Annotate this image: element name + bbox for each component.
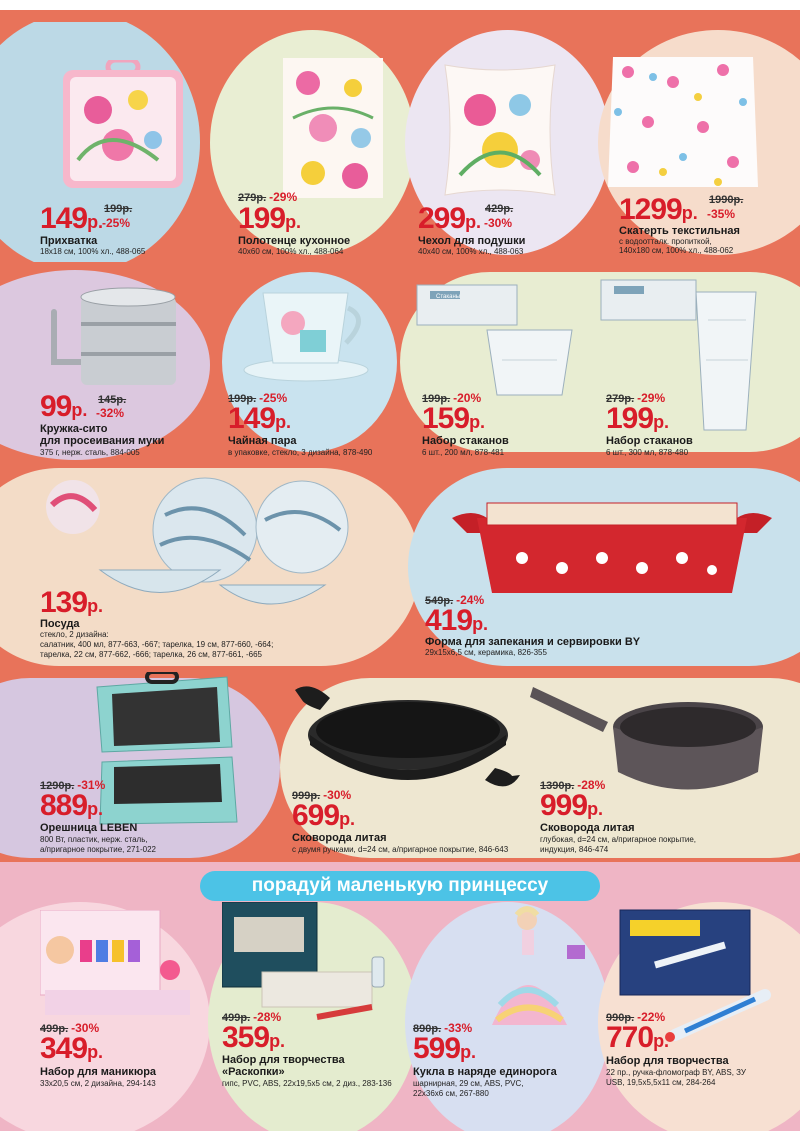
product-desc: 800 Вт, пластик, нерж. сталь,	[40, 835, 148, 844]
product-name: Набор для маникюра	[40, 1066, 157, 1078]
glasses-box-label: Стаканы	[436, 294, 461, 300]
manicure-set-image	[40, 910, 190, 1020]
product-name-line2: «Раскопки»	[222, 1066, 285, 1078]
product-name: Кружка-сито	[40, 423, 108, 435]
old-price: 999р. -30%	[292, 788, 352, 802]
product-desc: тарелка, 22 см, 877-662, -666; тарелка, 26 см, 877-661, -665	[40, 650, 262, 659]
product-desc: 18x18 см, 100% хл., 488-065	[40, 247, 146, 256]
product-name: Набор стаканов	[606, 435, 693, 447]
product-desc: шарнирная, 29 см, ABS, PVC,	[413, 1079, 524, 1088]
price: 199р.	[606, 402, 670, 435]
tea-cup-saucer-image	[238, 278, 373, 383]
product-name: Полотенце кухонное	[238, 235, 351, 247]
old-price: 1290р. -31%	[40, 778, 106, 792]
price: 770р.	[606, 1021, 670, 1054]
product-name: Набор стаканов	[422, 435, 509, 447]
product-desc: 40x60 см, 100% хл., 488-064	[238, 247, 344, 256]
product-desc: стекло, 2 дизайна:	[40, 630, 109, 639]
price: 149р.	[40, 202, 104, 235]
product-desc: салатник, 400 мл, 877-663, -667; тарелка, 19 см, 877-660, -664;	[40, 640, 274, 649]
product-desc: в упаковке, стекло, 3 дизайна, 878-490	[228, 448, 373, 457]
product-name: Сковорода литая	[292, 832, 387, 844]
price: 159р.	[422, 402, 486, 435]
price: 359р.	[222, 1021, 286, 1054]
product-desc: 29x15x6,5 см, керамика, 826-355	[425, 648, 547, 657]
product-name-line2: для просеивания муки	[40, 435, 165, 447]
old-price: 279р. -29%	[606, 391, 666, 405]
price: 149р.	[228, 402, 292, 435]
product-name: Форма для запекания и сервировки BY	[425, 636, 641, 648]
discount-badge: -30%	[484, 216, 513, 230]
unicorn-doll-image	[482, 905, 592, 1030]
product-desc: гипс, PVC, ABS, 22x19,5x5 см, 2 диз., 283-136	[222, 1079, 392, 1088]
old-price: 199р. -20%	[422, 391, 482, 405]
product-desc: а/пригарное покрытие, 271-022	[40, 845, 156, 854]
product-name: Скатерть текстильная	[619, 225, 740, 237]
product-name: Прихватка	[40, 235, 98, 247]
towel-image	[283, 58, 383, 198]
product-desc: с водоотталк. пропиткой,	[619, 237, 712, 246]
old-price: 145р.	[98, 394, 127, 406]
price: 349р.	[40, 1032, 104, 1065]
old-price: 890р. -33%	[413, 1021, 473, 1035]
product-desc: 22x36x6 см, 267-880	[413, 1089, 489, 1098]
old-price: 429р.	[485, 203, 514, 215]
price: 999р.	[540, 789, 604, 822]
old-price: 1990р.	[709, 194, 744, 206]
price: 419р.	[425, 604, 489, 637]
old-price: 199р.	[104, 203, 133, 215]
kids-section-banner: порадуй маленькую принцессу	[200, 871, 600, 901]
pillow-cover-image	[440, 60, 560, 200]
price: 889р.	[40, 789, 104, 822]
discount-badge: -35%	[707, 207, 736, 221]
discount-badge: -32%	[96, 406, 125, 420]
product-name: Орешница LEBEN	[40, 822, 138, 834]
old-price: 499р. -28%	[222, 1010, 282, 1024]
product-name: Кукла в наряде единорога	[413, 1066, 557, 1078]
product-name: Чайная пара	[228, 435, 297, 447]
discount-badge: -25%	[102, 216, 131, 230]
top-white-strip	[0, 0, 800, 10]
old-price: 1390р. -28%	[540, 778, 606, 792]
old-price: 279р. -29%	[238, 190, 298, 204]
flour-sifter-image	[36, 282, 186, 392]
product-desc: 22 пр., ручка-фломограф BY, ABS, ЗУ	[606, 1068, 746, 1077]
product-name: Набор для творчества	[606, 1055, 729, 1067]
price: 1299р.	[619, 193, 698, 226]
price: 99р.	[40, 390, 88, 423]
old-price: 199р. -25%	[228, 391, 288, 405]
product-desc: USB, 19,5x5,5x11 см, 284-264	[606, 1078, 716, 1087]
potholder-image	[58, 60, 188, 190]
product-desc: 6 шт., 200 мл, 878-481	[422, 448, 505, 457]
two-handle-pan-image	[290, 680, 525, 805]
price: 199р.	[238, 202, 302, 235]
product-desc: 40x40 см, 100% хл., 488-063	[418, 247, 524, 256]
product-name: Чехол для подушки	[418, 235, 526, 247]
product-desc: 6 шт., 300 мл, 878-480	[606, 448, 689, 457]
old-price: 990р. -22%	[606, 1010, 666, 1024]
product-desc: 375 г, нерж. сталь, 884-005	[40, 448, 140, 457]
baking-dish-image	[452, 488, 772, 598]
product-desc: 140x180 см, 100% хл., 488-062	[619, 246, 734, 255]
price: 699р.	[292, 799, 356, 832]
price: 599р.	[413, 1032, 477, 1065]
product-name: Набор для творчества	[222, 1054, 345, 1066]
product-desc: индукция, 846-474	[540, 845, 609, 854]
product-desc: с двумя ручками, d=24 см, а/пригарное покрытие, 846-643	[292, 845, 509, 854]
product-desc: глубокая, d=24 см, а/пригарное покрытие,	[540, 835, 697, 844]
tablecloth-image	[603, 52, 763, 192]
price: 299р.	[418, 202, 482, 235]
glasses-set-200-image	[412, 275, 587, 400]
product-desc: 33x20,5 см, 2 дизайна, 294-143	[40, 1079, 156, 1088]
price: 139р.	[40, 586, 104, 619]
product-name: Посуда	[40, 618, 80, 630]
old-price: 549р. -24%	[425, 593, 485, 607]
nut-maker-image	[92, 672, 242, 827]
old-price: 499р. -30%	[40, 1021, 100, 1035]
product-name: Сковорода литая	[540, 822, 635, 834]
